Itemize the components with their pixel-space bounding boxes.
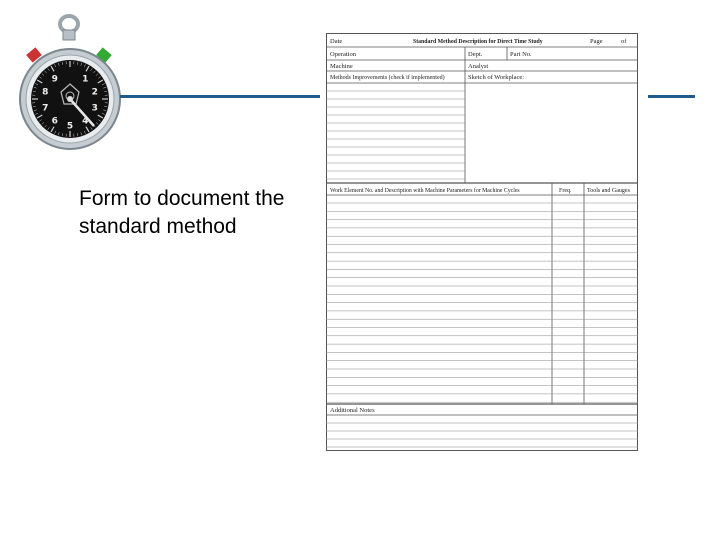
stopwatch-number: 6 bbox=[51, 116, 58, 127]
form-of-label: of bbox=[621, 38, 627, 45]
form-work-element-label: Work Element No. and Description with Machine Parameters for Machine Cycles bbox=[330, 188, 520, 194]
form-analyst-label: Analyst bbox=[468, 63, 489, 70]
form-methods-improvements-label: Methods Improvements (check if implemented) bbox=[330, 75, 445, 81]
form-part-no-label: Part No. bbox=[510, 51, 532, 58]
form-page-label: Page bbox=[590, 38, 603, 45]
stopwatch-number: 9 bbox=[51, 74, 58, 85]
stopwatch-number: 7 bbox=[42, 103, 49, 114]
stopwatch-icon bbox=[14, 14, 122, 159]
form-date-label: Date bbox=[330, 38, 343, 45]
stopwatch-number: 8 bbox=[42, 87, 49, 98]
form-freq-label: Freq. bbox=[559, 188, 572, 194]
header-rule-left bbox=[120, 95, 320, 98]
form-tools-label: Tools and Gauges bbox=[587, 188, 630, 194]
caption-text: Form to document the standard method bbox=[79, 187, 285, 238]
form-sketch-label: Sketch of Workplace: bbox=[468, 74, 525, 81]
stopwatch-number: 5 bbox=[66, 121, 74, 132]
form-title: Standard Method Description for Direct Time Study bbox=[413, 39, 543, 45]
stopwatch-number: 1 bbox=[82, 74, 89, 85]
header-rule-right bbox=[648, 95, 695, 98]
stopwatch-number: 2 bbox=[91, 87, 98, 98]
form-machine-label: Machine bbox=[330, 63, 353, 70]
form-dept-label: Dept. bbox=[468, 51, 483, 58]
stopwatch-number: 4 bbox=[82, 116, 89, 127]
stopwatch-number: 3 bbox=[91, 103, 98, 114]
standard-method-form bbox=[326, 33, 639, 453]
form-additional-notes-label: Additional Notes bbox=[330, 407, 375, 414]
form-operation-label: Operation bbox=[330, 51, 356, 58]
